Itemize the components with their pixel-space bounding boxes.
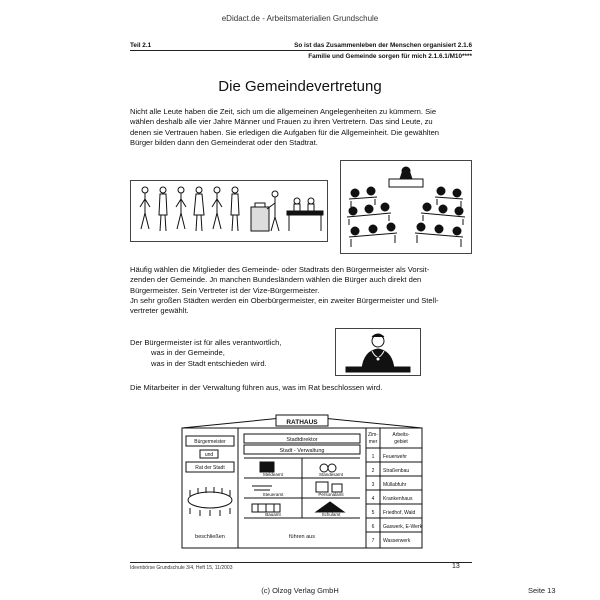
publisher-label: (c) Olzog Verlag GmbH [261, 586, 339, 595]
page-label: Seite 13 [528, 586, 556, 595]
execute-label: führen aus [289, 534, 315, 540]
text-line: was in der Gemeinde, [151, 348, 225, 358]
footer-rule [130, 562, 472, 563]
paragraph-intro [130, 107, 475, 148]
text-line: Jn sehr großen Städten werden ein Oberbürgermeister, ein zweiter Bürgermeister und Stell- [130, 295, 439, 305]
text-line: Bürger bilden dann den Gemeinderat oder den Stadtrat. [130, 137, 318, 147]
room-area: Feuerwehr [383, 454, 407, 460]
footer-source: Ideenbörse Grundschule 3/4, Heft 15, 11/2003 [130, 565, 233, 571]
header-rule [130, 50, 472, 51]
office-label: Schulamt [321, 512, 341, 517]
text-line: Nicht alle Leute haben die Zeit, sich um die allgemeinen Angelegenheiten zu kümmern. Sie [130, 107, 437, 116]
mayor-label: Bürgermeister [194, 439, 226, 445]
city-director-label: Stadtdirektor [286, 437, 318, 443]
room-number: 2 [371, 468, 375, 474]
text-line: Bürgermeister. Sein Vertreter ist der Vize-Bürgermeister. [130, 285, 320, 295]
text-line: vertreter gewählt. [130, 306, 189, 316]
site-header: eDidact.de - Arbeitsmaterialien Grundschule [221, 14, 379, 23]
and-label: und [204, 452, 214, 458]
room-area: Friedhof, Wald [383, 510, 416, 516]
office-label: Bauamt [265, 512, 281, 517]
text-line: denen sie Vertrauen haben. Sie erledigen die Aufgaben für die Allgemeinheit. Die gewählten [130, 127, 440, 137]
topic-label: So ist das Zusammenleben der Menschen organisiert 2.1.6 [294, 42, 472, 49]
room-number: 7 [371, 538, 375, 544]
room-area: Krankenhaus [383, 496, 413, 502]
text-line: zenden der Gemeinde. Jn manchen Bundesländern wählen die Bürger auch direkt den [130, 275, 422, 285]
page-title: Die Gemeindevertretung [218, 78, 382, 95]
paragraph-election [130, 265, 475, 316]
office-label: Personalamt [318, 492, 344, 497]
mayor-illustration [335, 328, 421, 376]
area-header: gebiet [394, 439, 408, 445]
administration-label: Stadt - Verwaltung [279, 448, 325, 454]
room-number: 5 [371, 510, 375, 516]
rathaus-diagram [180, 412, 424, 550]
text-line: Der Bürgermeister ist für alles verantwortlich, [130, 338, 282, 347]
room-area: Wasserwerk [383, 538, 411, 544]
council-label: Rat der Stadt [195, 465, 225, 471]
room-number: 1 [371, 454, 375, 460]
part-label: Teil 2.1 [130, 42, 152, 49]
council-illustration [340, 160, 472, 254]
office-label: Standesamt [318, 472, 344, 477]
decide-label: beschließen [195, 534, 225, 540]
subtopic-label: Familie und Gemeinde sorgen für mich 2.1.6.1/M10**** [308, 53, 472, 60]
paragraph-administration: Die Mitarbeiter in der Verwaltung führen aus, was im Rat beschlossen wird. [130, 383, 383, 392]
voting-illustration [130, 180, 328, 242]
text-line: wählen deshalb alle vier Jahre Männer und Frauen zu ihren Vertretern. Das sind Leute, zu [130, 117, 433, 127]
rathaus-title: RATHAUS [286, 419, 318, 426]
area-header: Arbeits- [392, 432, 410, 438]
text-line: Häufig wählen die Mitglieder des Gemeinde- oder Stadtrats den Bürgermeister als Vorsit- [130, 265, 430, 274]
room-area: Straßenbau [383, 468, 410, 474]
room-number: 6 [371, 524, 375, 530]
office-label: Steueramt [262, 492, 284, 497]
room-header: Zim- [368, 432, 378, 438]
text-line: was in der Stadt entschieden wird. [151, 358, 267, 368]
office-label: Meldeamt [263, 472, 283, 477]
footer-page-number: 13 [452, 563, 460, 570]
room-number: 4 [371, 496, 375, 502]
paragraph-mayor [130, 338, 330, 369]
room-area: Müllabfuhr [383, 482, 407, 488]
room-number: 3 [371, 482, 375, 488]
room-header: mer [368, 439, 378, 445]
room-area: Gaswerk, E-Werk [383, 524, 423, 530]
